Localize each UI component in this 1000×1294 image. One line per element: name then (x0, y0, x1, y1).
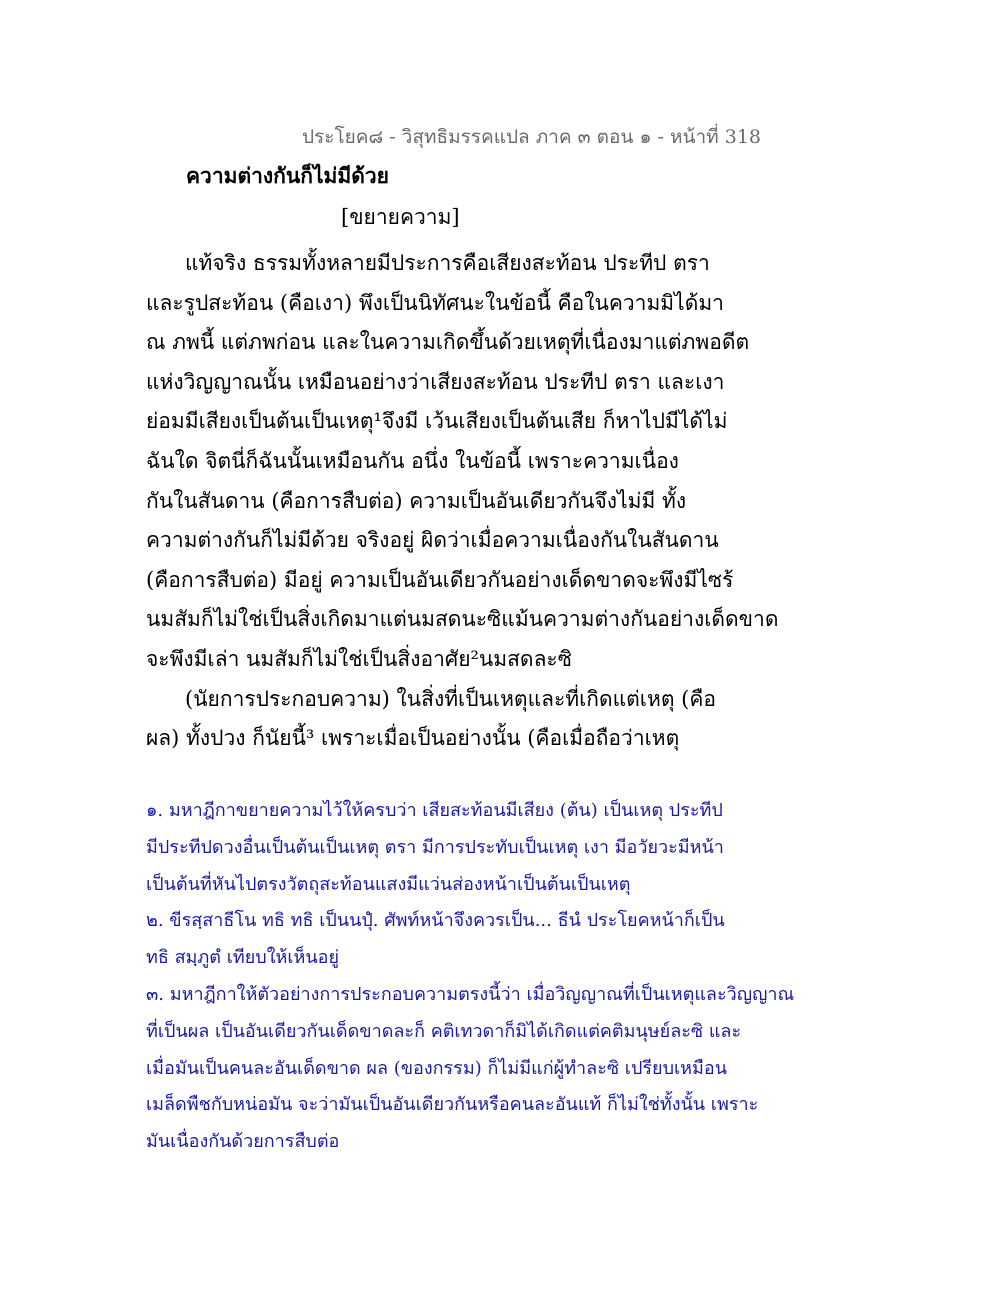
footnote-line: เมื่อมันเป็นคนละอันเด็ดขาด ผล (ของกรรม) ก็ไม่มีแก่ผู้ทำละซิ เปรียบเหมือน (146, 1057, 728, 1079)
body-line: แท้จริง ธรรมทั้งหลายมีประการคือเสียงสะท้อน ประทีป ตรา (185, 251, 710, 275)
footnote-line: ๓. มหาฎีกาให้ตัวอย่างการประกอบความตรงนี้ว่า เมื่อวิญญาณที่เป็นเหตุและวิญญาณ (146, 983, 795, 1005)
body-line: ผล) ทั้งปวง ก็นัยนี้³ เพราะเมื่อเป็นอย่างนั้น (คือเมื่อถือว่าเหตุ (146, 726, 680, 751)
footnote-line: ที่เป็นผล เป็นอันเดียวกันเด็ดขาดละก็ คติเทวดาก็มิได้เกิดแต่คติมนุษย์ละซิ และ (146, 1020, 742, 1042)
footnotes (146, 793, 866, 1161)
body-line: ณ ภพนี้ แต่ภพก่อน และในความเกิดขึ้นด้วยเหตุที่เนื่องมาแต่ภพอดีต (146, 330, 750, 355)
footnote-line: ทธิ สมฺภูตํ เทียบให้เห็นอยู่ (146, 947, 340, 969)
body-line: ย่อมมีเสียงเป็นต้นเป็นเหตุ¹จึงมี เว้นเสียงเป็นต้นเสีย ก็หาไปมีได้ไม่ (146, 409, 728, 434)
footnote-line: เป็นต้นที่หันไปตรงวัตถุสะท้อนแสงมีแว่นส่องหน้าเป็นต้นเป็นเหตุ (146, 873, 631, 895)
body-line: กันในสันดาน (คือการสืบต่อ) ความเป็นอันเดียวกันจึงไม่มี ทั้ง (146, 488, 687, 513)
body-line: แห่งวิญญาณนั้น เหมือนอย่างว่าเสียงสะท้อน ประทีป ตรา และเงา (146, 369, 725, 394)
section-heading: ความต่างกันก็ไม่มีด้วย (186, 163, 389, 188)
body-line: (คือการสืบต่อ) มีอยู่ ความเป็นอันเดียวกันอย่างเด็ดขาดจะพึงมีไซร้ (146, 567, 734, 592)
footnote-line: ๒. ขีรสฺสาธีโน ทธิ ทธิ เป็นนปุํ. ศัพท์หน้าจึงควรเป็น... ธีนํ ประโยคหน้าก็เป็น (146, 910, 725, 932)
body-line: จะพึงมีเล่า นมสัมก็ไม่ใช่เป็นสิ่งอาศัย²นมสดละซิ (146, 646, 572, 671)
page-header: ประโยค๘ - วิสุทธิมรรคแปล ภาค ๓ ตอน ๑ - หน้าที่ 318 (302, 126, 762, 148)
body-line: (นัยการประกอบความ) ในสิ่งที่เป็นเหตุและที่เกิดแต่เหตุ (คือ (185, 686, 716, 711)
body-line: และรูปสะท้อน (คือเงา) พึงเป็นนิทัศนะในข้อนี้ คือในความมิได้มา (146, 290, 724, 315)
footnote-line: ๑. มหาฎีกาขยายความไว้ให้ครบว่า เสียสะท้อนมีเสียง (ต้น) เป็นเหตุ ประทีป (146, 800, 723, 821)
body-text (146, 244, 866, 759)
footnote-line: มันเนื่องกันด้วยการสืบต่อ (146, 1131, 340, 1153)
body-line: นมสัมก็ไม่ใช่เป็นสิ่งเกิดมาแต่นมสดนะซิแม้นความต่างกันอย่างเด็ดขาด (146, 607, 779, 632)
body-line: ความต่างกันก็ไม่มีด้วย จริงอยู่ ผิดว่าเมื่อความเนื่องกันในสันดาน (146, 528, 719, 553)
footnote-line: เมล็ดพืชกับหน่อมัน จะว่ามันเป็นอันเดียวกันหรือคนละอันแท้ ก็ไม่ใช่ทั้งนั้น เพราะ (146, 1094, 759, 1116)
body-line: ฉันใด จิตนี่ก็ฉันนั้นเหมือนกัน อนึ่ง ในข้อนี้ เพราะความเนื่อง (146, 448, 679, 473)
footnote-line: มีประทีปดวงอื่นเป็นต้นเป็นเหตุ ตรา มีการประทับเป็นเหตุ เงา มีอวัยวะมีหน้า (146, 836, 724, 858)
sub-heading: [ขยายความ] (341, 205, 460, 229)
